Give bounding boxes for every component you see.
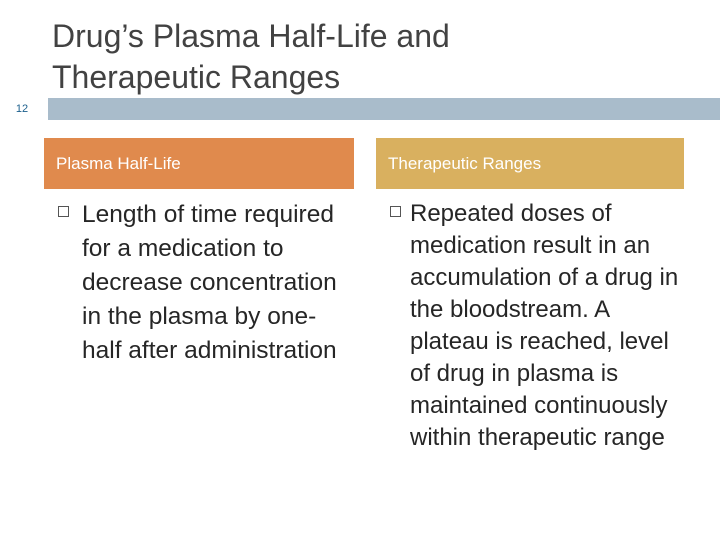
slide-title bbox=[52, 16, 672, 98]
title-divider-bar bbox=[48, 98, 720, 120]
plasma-half-life-text: Length of time required for a medication to decrease concentration in the plasma by one-half after administration bbox=[82, 201, 337, 364]
therapeutic-ranges-content bbox=[380, 198, 680, 454]
slide-number: 12 bbox=[0, 98, 44, 120]
plasma-half-life-header-label: Plasma Half-Life bbox=[56, 154, 181, 173]
slide-title-line-2: Therapeutic Ranges bbox=[52, 59, 341, 95]
square-bullet-icon bbox=[390, 206, 401, 217]
plasma-half-life-header bbox=[44, 138, 354, 189]
therapeutic-ranges-header-label: Therapeutic Ranges bbox=[388, 154, 542, 173]
plasma-half-life-content bbox=[48, 198, 348, 368]
therapeutic-ranges-text: Repeated doses of medication result in an accumulation of a drug in the bloodstream. A plateau is reached, level of drug in plasma is maintained continuously within therapeutic range bbox=[410, 200, 679, 451]
square-bullet-icon bbox=[58, 206, 69, 217]
slide-title-line-1: Drug’s Plasma Half-Life and bbox=[52, 18, 450, 54]
therapeutic-ranges-header bbox=[376, 138, 684, 189]
